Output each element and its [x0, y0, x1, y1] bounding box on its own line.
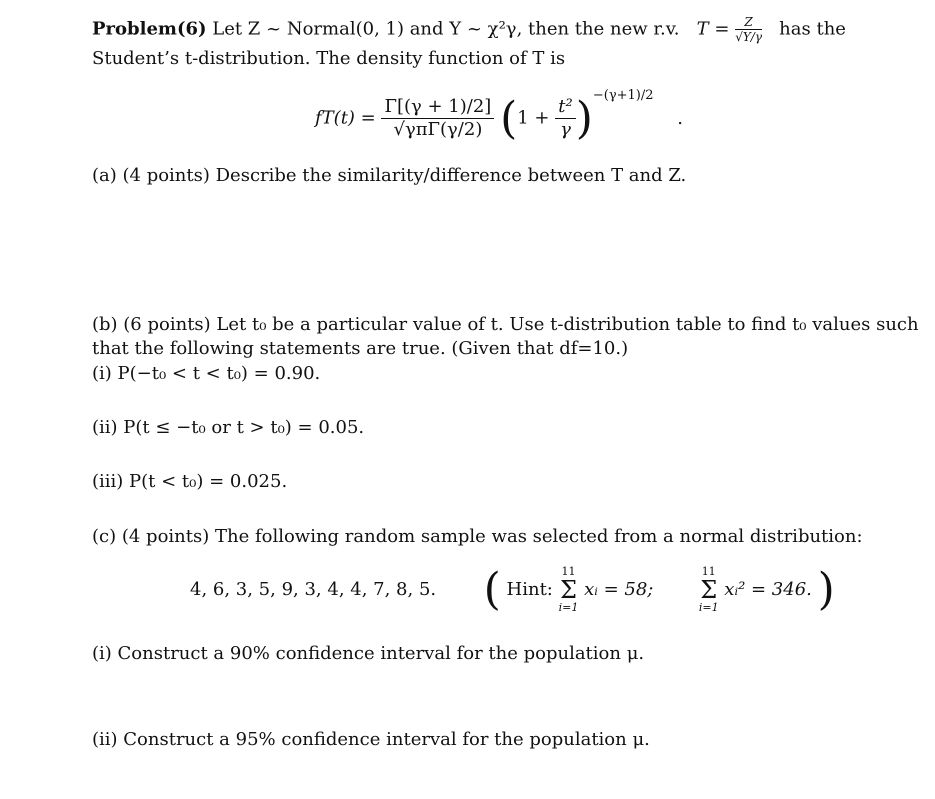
formula-t2-fraction — [555, 96, 575, 141]
formula-inner: 1 + — [517, 107, 550, 129]
formula-lhs: fT(t) = — [315, 107, 376, 129]
left-paren: ( — [500, 92, 518, 144]
formula-t2-num: t² — [555, 96, 575, 119]
part-c-line1: (c) (4 points) The following random sample was selected from a normal distribution: — [92, 526, 863, 547]
formula-end: . — [677, 107, 683, 129]
part-a: (a) (4 points) Describe the similarity/difference between T and Z. — [92, 165, 687, 186]
sum-symbol-2 — [699, 566, 719, 614]
formula-num: Γ[(γ + 1)/2] — [381, 96, 494, 119]
t-fraction — [735, 15, 762, 44]
part-c-i: (i) Construct a 90% confidence interval for the population μ. — [92, 643, 645, 664]
part-b-line1: (b) (6 points) Let t₀ be a particular value of t. Use t-distribution table to find t₀ values such — [92, 314, 919, 335]
formula-t2-den: γ — [560, 119, 571, 140]
part-b-line2: that the following statements are true. (Given that df=10.) — [92, 338, 629, 359]
sum2-expr: xᵢ² = 346. — [724, 579, 812, 600]
hint-left-paren: ( — [483, 564, 501, 615]
part-b-i: (i) P(−t₀ < t < t₀) = 0.90. — [92, 363, 321, 384]
hint-label: Hint: — [506, 579, 553, 600]
t-fraction-num: Z — [735, 15, 762, 30]
part-c-ii: (ii) Construct a 95% confidence interval for the population μ. — [92, 729, 650, 750]
problem-intro-line2: Student’s t-distribution. The density function of T is — [92, 48, 566, 69]
problem-intro-a: Let Z ~ Normal(0, 1) and Y ~ χ²γ, then the new r.v. — [212, 18, 680, 40]
sum1-upper: 11 — [561, 565, 576, 578]
part-b-iii: (iii) P(t < t₀) = 0.025. — [92, 471, 288, 492]
hint-right-paren: ) — [817, 564, 835, 615]
problem-title: Problem(6) — [92, 18, 207, 40]
part-b-ii: (ii) P(t ≤ −t₀ or t > t₀) = 0.05. — [92, 417, 365, 438]
right-paren: ) — [575, 92, 593, 144]
sum2-upper: 11 — [701, 565, 716, 578]
sample-and-hint — [190, 566, 835, 622]
sigma-icon: Σ — [700, 576, 718, 604]
t-fraction-den: √Y/γ — [735, 30, 762, 44]
formula-den: √γπΓ(γ/2) — [393, 119, 483, 140]
formula-exponent: −(γ+1)/2 — [592, 87, 654, 103]
sum2-lower: i=1 — [698, 601, 719, 614]
problem-intro-line1 — [92, 15, 846, 44]
problem-intro-b: has the — [779, 18, 846, 40]
sum1-lower: i=1 — [558, 601, 579, 614]
formula-gamma-fraction — [381, 96, 494, 141]
sum1-expr: xᵢ = 58; — [584, 579, 654, 600]
sigma-icon: Σ — [559, 576, 577, 604]
sample-values: 4, 6, 3, 5, 9, 3, 4, 4, 7, 8, 5. — [190, 579, 437, 600]
t-label: T = — [696, 18, 730, 40]
sum-symbol-1 — [559, 566, 579, 614]
